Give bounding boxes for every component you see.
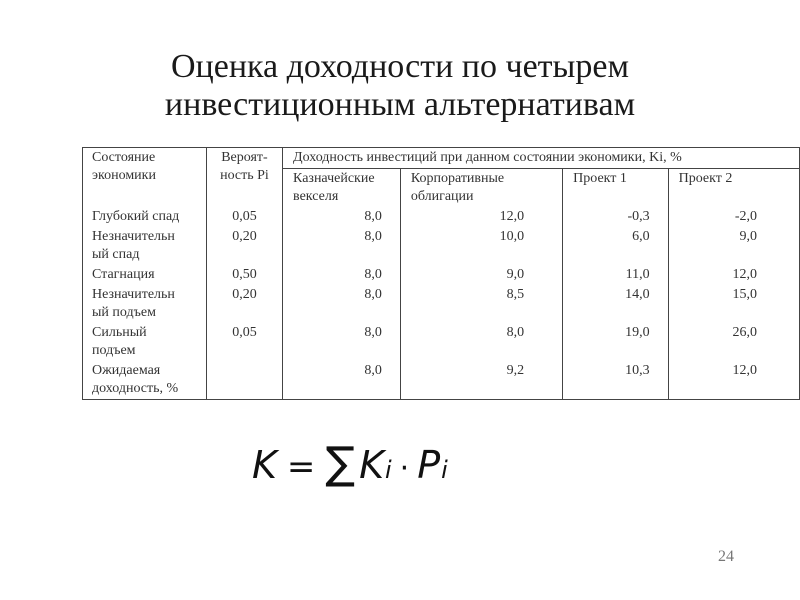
formula-equals: =	[286, 447, 316, 487]
row-prob: 0,20	[206, 285, 282, 323]
header-state-line2: экономики	[92, 168, 156, 183]
row-state-line: подъем	[92, 343, 136, 358]
row-state-line: ый спад	[92, 247, 140, 262]
header-col-treasury-l2: векселя	[293, 189, 339, 204]
row-state	[83, 265, 207, 285]
header-state	[83, 148, 207, 208]
row-corporate: 9,0	[400, 265, 562, 285]
returns-table	[82, 147, 800, 400]
row-project1: 14,0	[563, 285, 668, 323]
page-number: 24	[718, 548, 734, 565]
row-prob: 0,50	[206, 265, 282, 285]
row-project1: 11,0	[563, 265, 668, 285]
row-state-line: Сильный	[92, 325, 147, 340]
header-col-treasury	[283, 169, 401, 208]
row-project2: -2,0	[668, 207, 799, 227]
row-corporate: 10,0	[400, 227, 562, 265]
row-treasury: 8,0	[283, 207, 401, 227]
formula-k: K	[359, 443, 384, 487]
title-line-1: Оценка доходности по четырем	[171, 48, 629, 85]
row-state-line: Глубокий спад	[92, 209, 180, 224]
row-state-line: Незначительн	[92, 287, 175, 302]
row-state	[83, 285, 207, 323]
row-state-line: ый подъем	[92, 305, 156, 320]
row-project1: 19,0	[563, 323, 668, 361]
slide-title	[0, 48, 800, 124]
row-treasury: 8,0	[283, 285, 401, 323]
header-col-project2	[668, 169, 799, 208]
row-project2: 15,0	[668, 285, 799, 323]
row-corporate: 9,2	[400, 361, 562, 400]
row-state	[83, 207, 207, 227]
row-project1: 10,3	[563, 361, 668, 400]
row-state-line: Незначительн	[92, 229, 175, 244]
row-treasury: 8,0	[283, 323, 401, 361]
row-treasury: 8,0	[283, 265, 401, 285]
title-line-2: инвестиционным альтернативам	[164, 86, 636, 123]
row-project2: 12,0	[668, 361, 799, 400]
header-col-corporate-l1: Корпоративные	[410, 171, 505, 186]
row-treasury: 8,0	[283, 361, 401, 400]
row-corporate: 12,0	[400, 207, 562, 227]
row-state-line: Ожидаемая	[92, 363, 161, 378]
row-corporate: 8,0	[400, 323, 562, 361]
header-col-corporate	[400, 169, 562, 208]
header-state-line1: Состояние	[92, 150, 156, 165]
row-prob	[206, 361, 282, 400]
row-state-line: доходность, %	[92, 381, 179, 396]
header-col-treasury-l1: Казначейские	[293, 171, 375, 186]
row-treasury: 8,0	[283, 227, 401, 265]
table-row	[83, 227, 800, 265]
formula-sum-symbol: ∑	[325, 438, 356, 489]
formula-lhs: K	[252, 443, 277, 487]
table-row	[83, 265, 800, 285]
header-prob-line1: Вероят-	[221, 150, 268, 165]
table-row-expected	[83, 361, 800, 400]
row-corporate: 8,5	[400, 285, 562, 323]
row-state	[83, 361, 207, 400]
table-row	[83, 285, 800, 323]
row-project1: -0,3	[563, 207, 668, 227]
header-col-project1	[563, 169, 668, 208]
row-state	[83, 227, 207, 265]
table-row	[83, 207, 800, 227]
formula-dot: ·	[399, 451, 410, 486]
formula-k-subscript: i	[385, 456, 392, 484]
row-project2: 12,0	[668, 265, 799, 285]
header-col-project2-l1: Проект 2	[678, 171, 733, 186]
row-project1: 6,0	[563, 227, 668, 265]
row-project2: 9,0	[668, 227, 799, 265]
row-state	[83, 323, 207, 361]
table-row	[83, 323, 800, 361]
header-prob	[206, 148, 282, 208]
row-prob: 0,05	[206, 323, 282, 361]
header-span: Доходность инвестиций при данном состоянии экономики, Ki, %	[283, 148, 800, 169]
formula-p: P	[417, 443, 441, 487]
header-col-project1-l1: Проект 1	[573, 171, 627, 186]
row-state-line: Стагнация	[92, 267, 155, 282]
expected-return-formula	[252, 438, 448, 498]
row-prob: 0,05	[206, 207, 282, 227]
table-header-row-1	[83, 148, 800, 169]
header-col-corporate-l2: облигации	[410, 189, 474, 204]
row-project2: 26,0	[668, 323, 799, 361]
header-prob-line2: ность Pi	[220, 168, 269, 183]
formula-p-subscript: i	[441, 456, 448, 484]
row-prob: 0,20	[206, 227, 282, 265]
